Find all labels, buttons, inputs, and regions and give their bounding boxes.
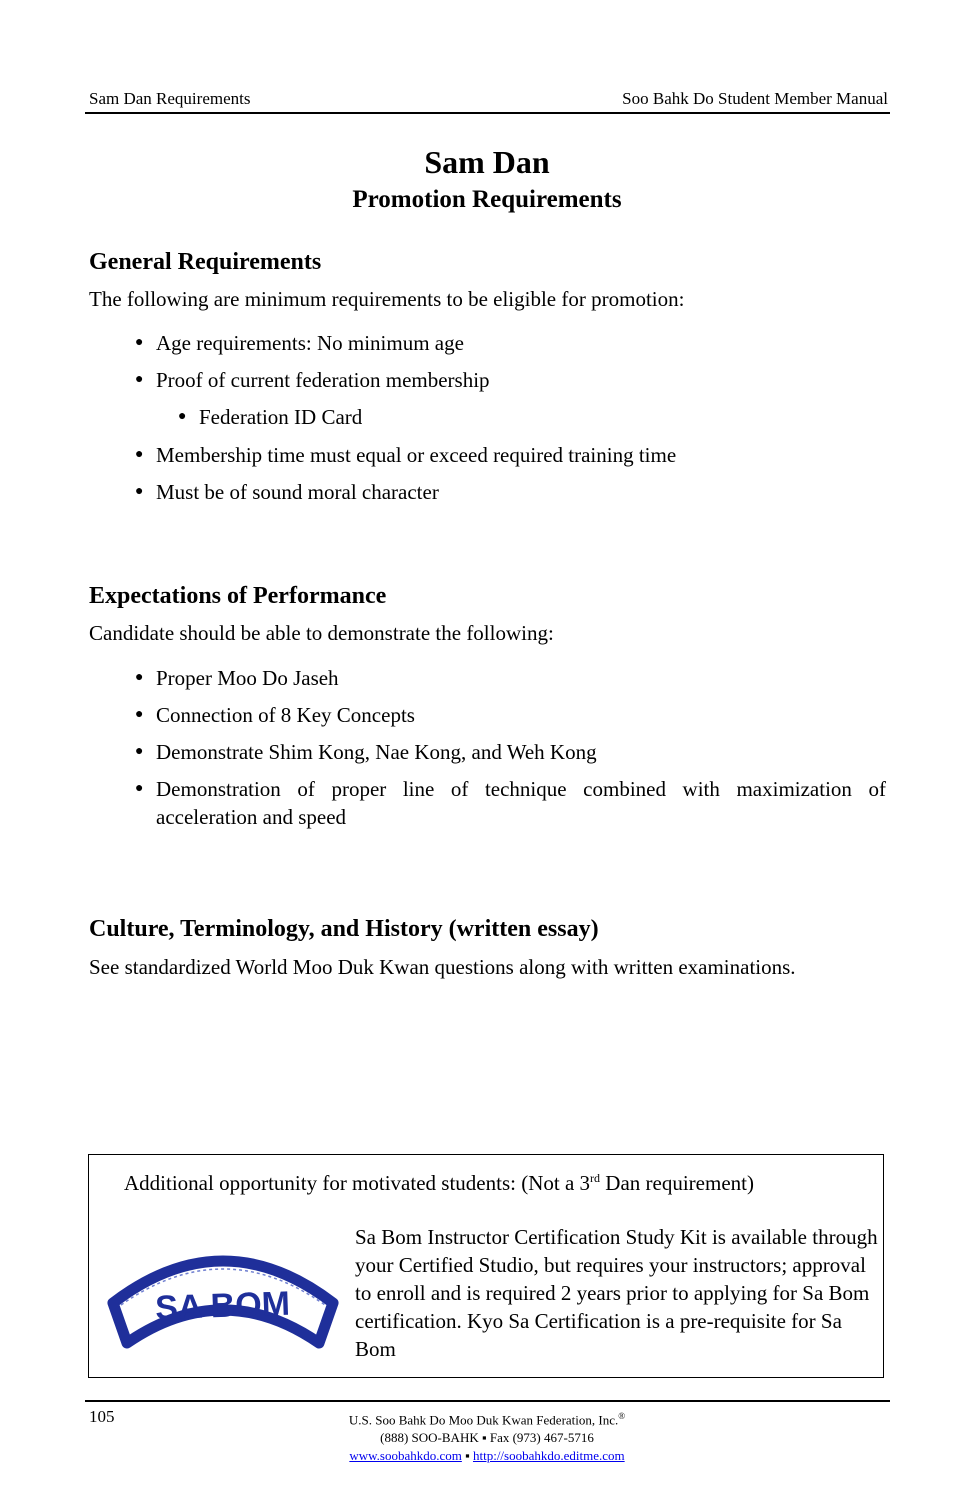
culture-text: See standardized World Moo Duk Kwan questions along with written examinations. [89, 955, 796, 979]
sa-bom-note-box [88, 1154, 884, 1378]
general-item: ● Age requirements: No minimum age [135, 331, 464, 355]
bullet-icon: ● [135, 447, 144, 462]
registered-mark: ® [618, 1411, 626, 1421]
page-subtitle: Promotion Requirements [352, 186, 622, 213]
bullet-icon: ● [135, 335, 144, 350]
footer-rule [85, 1400, 890, 1402]
footer-fax: Fax (973) 467-5716 [489, 1430, 594, 1446]
bullet-icon: ● [135, 781, 144, 796]
general-item: ● Membership time must equal or exceed required training time [135, 443, 677, 467]
box-text: Sa Bom Instructor Certification Study Kit is available through your Certified Studio, but requires your instructors; approval to enroll and is required 2 years prior to applying for Sa Bom certification. Kyo Sa Certification is a pre-requisite for Sa Bom [355, 1225, 878, 1361]
general-item: ● Must be of sound moral character [135, 480, 439, 504]
bullet-icon: ● [135, 744, 144, 759]
page-number: 105 [89, 1407, 115, 1426]
footer-org: U.S. Soo Bahk Do Moo Duk Kwan Federation, Inc. [348, 1412, 619, 1428]
footer-link-wiki[interactable]: http://soobahkdo.editme.com [472, 1448, 625, 1464]
footer-contact: U.S. Soo Bahk Do Moo Duk Kwan Federation, Inc.® (888) SOO-BAHK ▪ Fax (973) 467-5716 www.soobahkdo.com ▪ http://soobahkdo.editme.com [348, 1411, 626, 1464]
page-title: Sam Dan [424, 144, 550, 180]
performance-intro: Candidate should be able to demonstrate the following: [89, 621, 554, 645]
general-intro: The following are minimum requirements to be eligible for promotion: [89, 287, 685, 311]
footer-link-site[interactable]: www.soobahkdo.com [349, 1448, 462, 1464]
header-rule [85, 112, 890, 114]
bullet-icon: ● [178, 409, 187, 424]
performance-item: ● Connection of 8 Key Concepts [135, 703, 415, 727]
performance-item: ● Demonstration of proper line of technique combined with maximization of acceleration and speed [135, 777, 886, 829]
bullet-icon: ● [135, 707, 144, 722]
patch-lettering: SA BOM [154, 1284, 291, 1328]
running-header-right: Soo Bahk Do Student Member Manual [622, 89, 888, 108]
bullet-icon: ● [135, 484, 144, 499]
performance-heading: Expectations of Performance [89, 583, 387, 609]
general-subitem: ● Federation ID Card [178, 405, 363, 429]
performance-item: ● Proper Moo Do Jaseh [135, 666, 339, 690]
culture-heading: Culture, Terminology, and History (written essay) [89, 916, 599, 942]
performance-item: ● Demonstrate Shim Kong, Nae Kong, and Weh Kong [135, 740, 597, 764]
running-header-left: Sam Dan Requirements [89, 89, 251, 108]
bullet-icon: ● [135, 372, 144, 387]
sa-bom-patch-icon [107, 1237, 339, 1349]
general-item: ● Proof of current federation membership [135, 368, 490, 392]
general-heading: General Requirements [89, 249, 322, 275]
box-heading: Additional opportunity for motivated students: (Not a 3rd Dan requirement) [124, 1171, 754, 1195]
footer-phone: (888) SOO-BAHK [380, 1430, 479, 1446]
bullet-icon: ● [135, 670, 144, 685]
